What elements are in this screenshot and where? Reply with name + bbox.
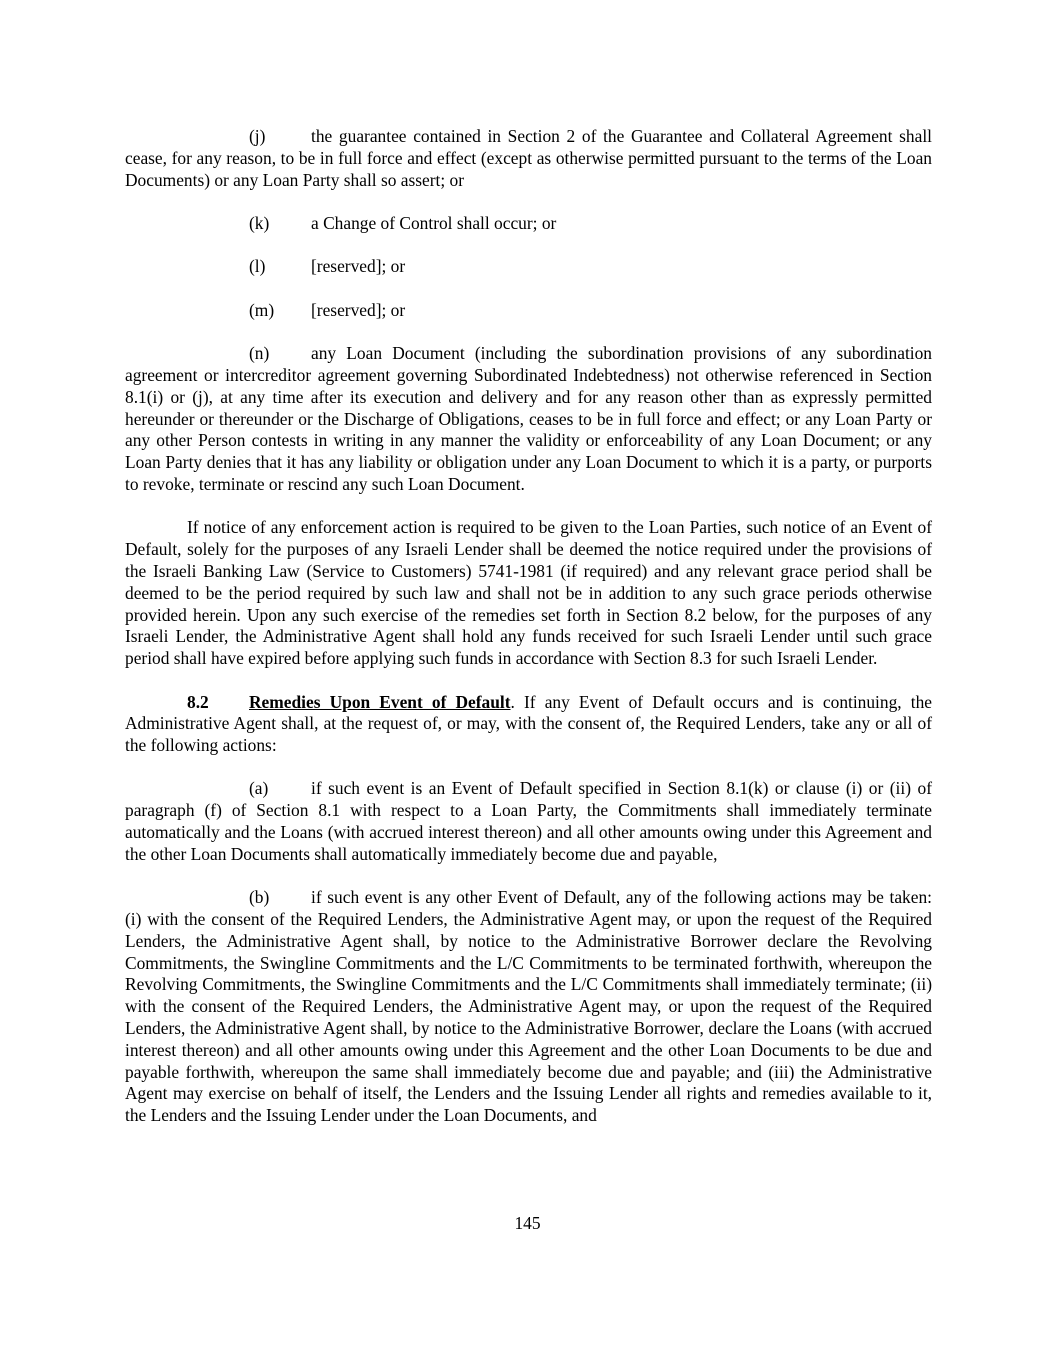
paragraph-m bbox=[125, 300, 932, 322]
paragraph-l-text: [reserved]; or bbox=[311, 256, 406, 277]
document-page bbox=[125, 126, 932, 1127]
paragraph-k-label: (k) bbox=[249, 212, 270, 233]
paragraph-k-text: a Change of Control shall occur; or bbox=[311, 212, 557, 233]
paragraph-b bbox=[125, 887, 932, 1127]
paragraph-j-text: the guarantee contained in Section 2 of the Guarantee and Collateral Agreement shall cease, for any reason, to be in full force and effect (except as otherwise permitted pursuant to the terms of the Loan Documents) or any Loan Party shall so assert; or bbox=[125, 126, 932, 190]
paragraph-israeli-lender bbox=[125, 517, 932, 670]
section-8-2-number: 8.2 bbox=[187, 691, 209, 712]
paragraph-a bbox=[125, 778, 932, 865]
paragraph-l bbox=[125, 256, 932, 278]
section-8-2-text: . If any Event of Default occurs and is continuing, the Administrative Agent shall, at the request of, or may, with the consent of, the Required Lenders, take any or all of the following actions: bbox=[125, 691, 932, 756]
paragraph-b-label: (b) bbox=[249, 887, 270, 908]
paragraph-n-text: any Loan Document (including the subordination provisions of any subordination agreement or intercreditor agreement governing Subordinated Indebtedness) not otherwise referenced in Section 8.1(i) or (j), at any time after its execution and delivery and for any reason other than as expressly permitted hereunder or thereunder or the Discharge of Obligations, ceases to be in full force and effect; or any Loan Party or any other Person contests in writing in any manner the validity or enforceability of any Loan Document; or any Loan Party denies that it has any liability or obligation under any Loan Document to which it is a party, or purports to revoke, terminate or rescind any such Loan Document. bbox=[125, 343, 932, 494]
paragraph-m-label: (m) bbox=[249, 299, 275, 320]
paragraph-k bbox=[125, 213, 932, 235]
paragraph-j-label: (j) bbox=[249, 126, 266, 146]
page-number: 145 bbox=[514, 1213, 541, 1233]
paragraph-a-text: if such event is an Event of Default specified in Section 8.1(k) or clause (i) or (ii) of paragraph (f) of Section 8.1 with respect to a Loan Party, the Commitments shall immediately terminate automatically and the Loans (with accrued interest thereon) and all other amounts owing under this Agreement and the other Loan Documents shall automatically immediately become due and payable, bbox=[125, 778, 932, 864]
paragraph-j bbox=[125, 126, 932, 191]
paragraph-a-label: (a) bbox=[249, 778, 269, 799]
paragraph-n bbox=[125, 343, 932, 496]
paragraph-israeli-lender-text: If notice of any enforcement action is required to be given to the Loan Parties, such notice of an Event of Default, solely for the purposes of any Israeli Lender shall be deemed the notice required under the provisions of the Israeli Banking Law (Service to Customers) 5741-1981 (if required) and any relevant grace period shall be deemed to be the period required by such law and shall not be in addition to any such grace periods otherwise provided herein. Upon any such exercise of the remedies set forth in Section 8.2 below, for the purposes of any Israeli Lender, the Administrative Agent shall hold any funds received for such Israeli Lender until such grace period shall have expired before applying such funds in accordance with Section 8.3 for such Israeli Lender. bbox=[125, 517, 932, 669]
section-8-2 bbox=[125, 692, 932, 757]
paragraph-n-label: (n) bbox=[249, 343, 270, 364]
paragraph-b-text: if such event is any other Event of Default, any of the following actions may be taken: (i) with the consent of the Required Lenders, the Administrative Agent may, or upon the request of the Required Lenders, the Administrative Agent shall, by notice to the Administrative Borrower declare the Revolving Commitments, the Swingline Commitments and the L/C Commitments to be terminated forthwith, whereupon the Revolving Commitments, the Swingline Commitments and the L/C Commitments shall immediately terminate; (ii) with the consent of the Required Lenders, the Administrative Agent may, or upon the request of the Required Lenders, the Administrative Agent shall, by notice to the Administrative Borrower, declare the Loans (with accrued interest thereon) and all other amounts owing under this Agreement and the other Loan Documents to be due and payable forthwith, whereupon the same shall immediately become due and payable; and (iii) the Administrative Agent may exercise on behalf of itself, the Lenders and the Issuing Lender all rights and remedies available to it, the Lenders and the Issuing Lender under the Loan Documents, and bbox=[125, 887, 932, 1126]
section-8-2-heading: Remedies Upon Event of Default bbox=[249, 691, 511, 712]
paragraph-m-text: [reserved]; or bbox=[311, 299, 406, 320]
paragraph-l-label: (l) bbox=[249, 256, 266, 277]
